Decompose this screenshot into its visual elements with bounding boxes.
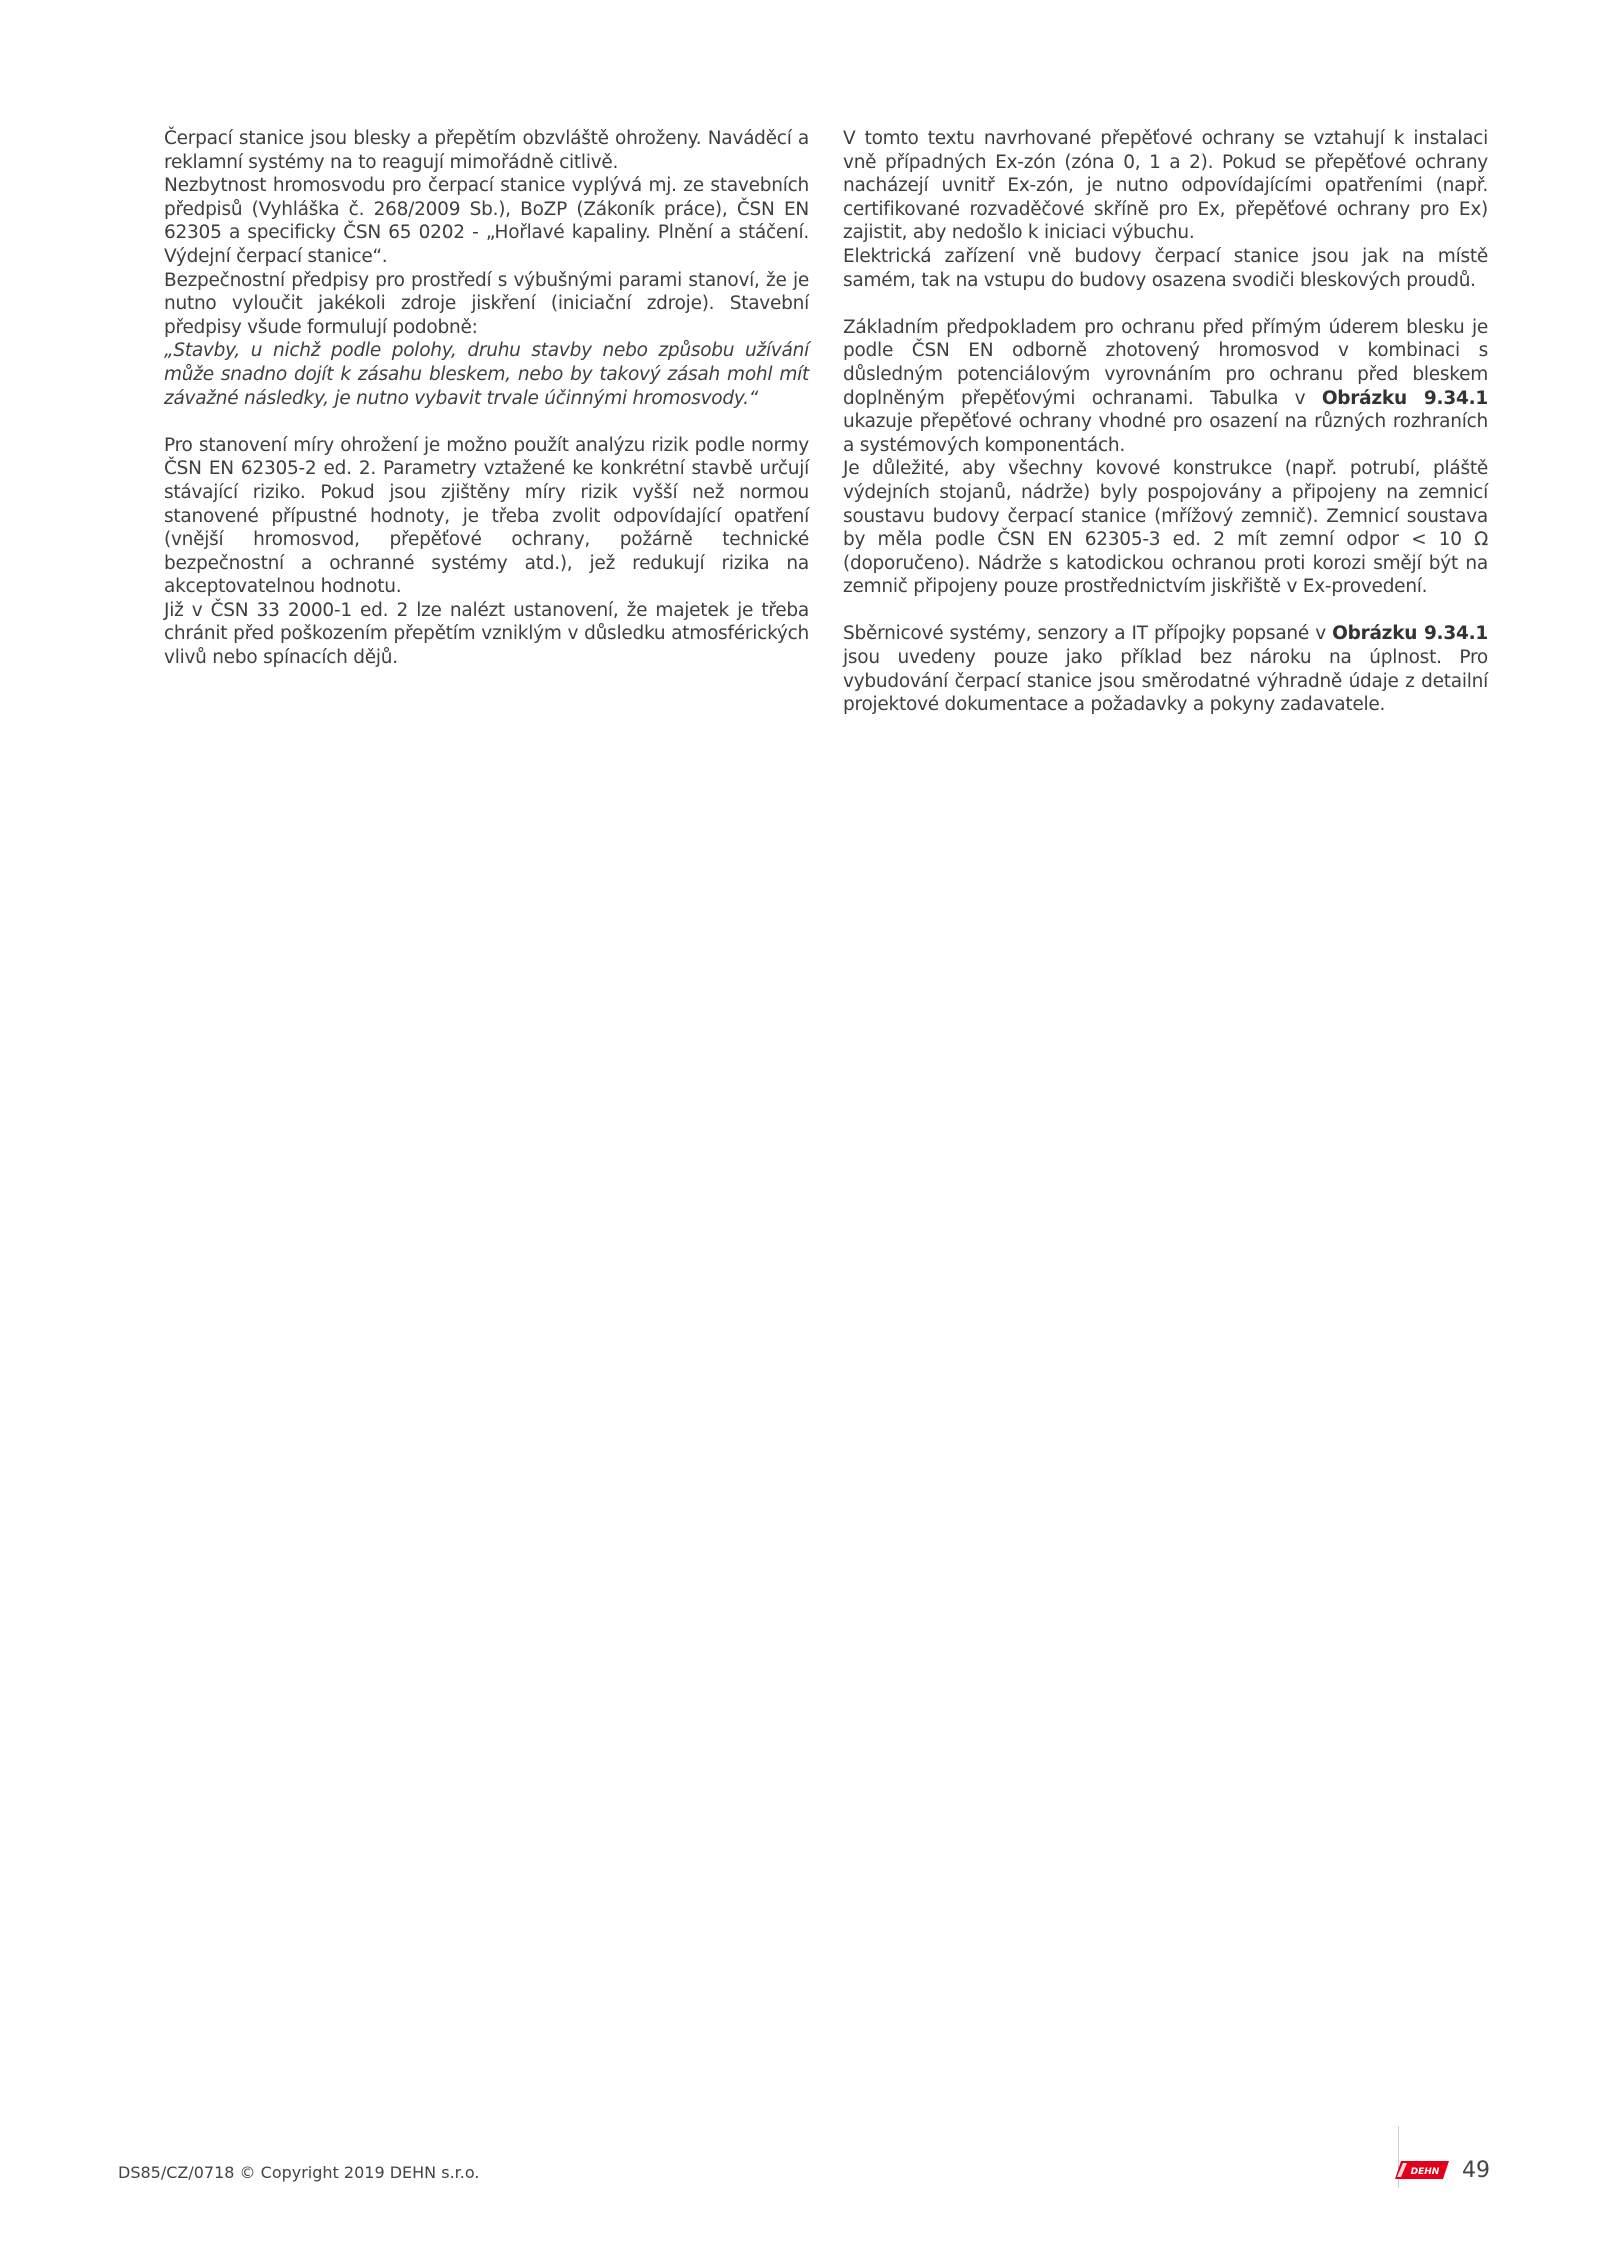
paragraph: [843, 622, 1488, 716]
paragraph-text: ukazuje přepěťové ochrany vhodné pro osazení na různých rozhraních a systémových komponentách.: [843, 411, 1488, 456]
dehn-logo: [1395, 2157, 1449, 2183]
paragraph-text: jsou uvedeny pouze jako příklad bez nároku na úplnost. Pro vybudování čerpací stanice jsou směrodatné výhradně údaje z detailní projektové dokumentace a požadavky a pokyny zadavatele.: [843, 647, 1488, 716]
quote-paragraph: „Stavby, u nichž podle polohy, druhu stavby nebo způsobu užívání může snadno dojít k zásahu bleskem, nebo by takový zásah mohl mít závažné následky, je nutno vybavit trvale účinnými hromosvody.“: [164, 340, 809, 409]
right-text-column: [843, 127, 1488, 717]
paragraph: Je důležité, aby všechny kovové konstrukce (např. potrubí, pláště výdejních stojanů, nádrže) byly pospojovány a připojeny na zemnicí soustavu budovy čerpací stanice (mřížový zemnič). Zemnicí soustava by měla podle ČSN EN 62305-3 ed. 2 mít zemní odpor < 10 Ω (doporučeno). Nádrže s katodickou ochranou proti korozi smějí být na zemnič připojeny pouze prostřednictvím jiskřiště v Ex-provedení.: [843, 458, 1488, 598]
paragraph-text: Základním předpokladem pro ochranu před přímým úderem blesku je podle ČSN EN odborně zhotovený hromosvod v kombinaci s důsledným potenciálovým vyrovnáním pro ochranu před bleskem doplněným přepěťovými ochranami. Tabulka v: [843, 316, 1488, 409]
paragraph: Bezpečnostní předpisy pro prostředí s výbušnými parami stanoví, že je nutno vyloučit jakékoli zdroje jiskření (iniciační zdroje). Stavební předpisy všude formulují podobně:: [164, 269, 809, 338]
paragraph: Čerpací stanice jsou blesky a přepětím obzvláště ohroženy. Naváděcí a reklamní systémy na to reagují mimořádně citlivě.: [164, 128, 809, 173]
paragraph: V tomto textu navrhované přepěťové ochrany se vztahují k instalaci vně případných Ex-zón (zóna 0, 1 a 2). Pokud se přepěťové ochrany nacházejí uvnitř Ex-zón, je nutno odpovídajícími opatřeními (např. certifikované rozvaděčové skříně pro Ex, přepěťové ochrany pro Ex) zajistit, aby nedošlo k iniciaci výbuchu.: [843, 128, 1488, 244]
paragraph: Nezbytnost hromosvodu pro čerpací stanice vyplývá mj. ze stavebních předpisů (Vyhláška č. 268/2009 Sb.), BoZP (Zákoník práce), ČSN EN 62305 a specificky ČSN 65 0202 - „Hořlavé kapaliny. Plnění a stáčení. Výdejní čerpací stanice“.: [164, 175, 809, 267]
paragraph: [843, 316, 1488, 458]
dehn-logo-icon: [1395, 2157, 1449, 2183]
paragraph: Již v ČSN 33 2000-1 ed. 2 lze nalézt ustanovení, že majetek je třeba chránit před poškozením přepětím vzniklým v důsledku atmosférických vlivů nebo spínacích dějů.: [164, 599, 809, 669]
left-text-column: [164, 127, 809, 670]
svg-text:DEHN: DEHN: [1410, 2167, 1440, 2177]
paragraph: Pro stanovení míry ohrožení je možno použít analýzu rizik podle normy ČSN EN 62305-2 ed. 2. Parametry vztažené ke konkrétní stavbě určují stávající riziko. Pokud jsou zjištěny míry rizik vyšší než normou stanovené přípustné hodnoty, je třeba zvolit odpovídající opatření (vnější hromosvod, přepěťové ochrany, požárně technické bezpečnostní a ochranné systémy atd.), jež redukují rizika na akceptovatelnou hodnotu.: [164, 434, 809, 598]
footer-copyright: DS85/CZ/0718 © Copyright 2019 DEHN s.r.o.: [118, 2163, 480, 2182]
figure-reference: Obrázku 9.34.1: [1321, 387, 1488, 409]
paragraph-text: Sběrnicové systémy, senzory a IT přípojky popsané v: [843, 623, 1333, 645]
paragraph: Elektrická zařízení vně budovy čerpací stanice jsou jak na místě samém, tak na vstupu do budovy osazena svodiči bleskových proudů.: [843, 245, 1488, 291]
page-number: 49: [1462, 2158, 1490, 2183]
figure-reference: Obrázku 9.34.1: [1332, 623, 1488, 645]
